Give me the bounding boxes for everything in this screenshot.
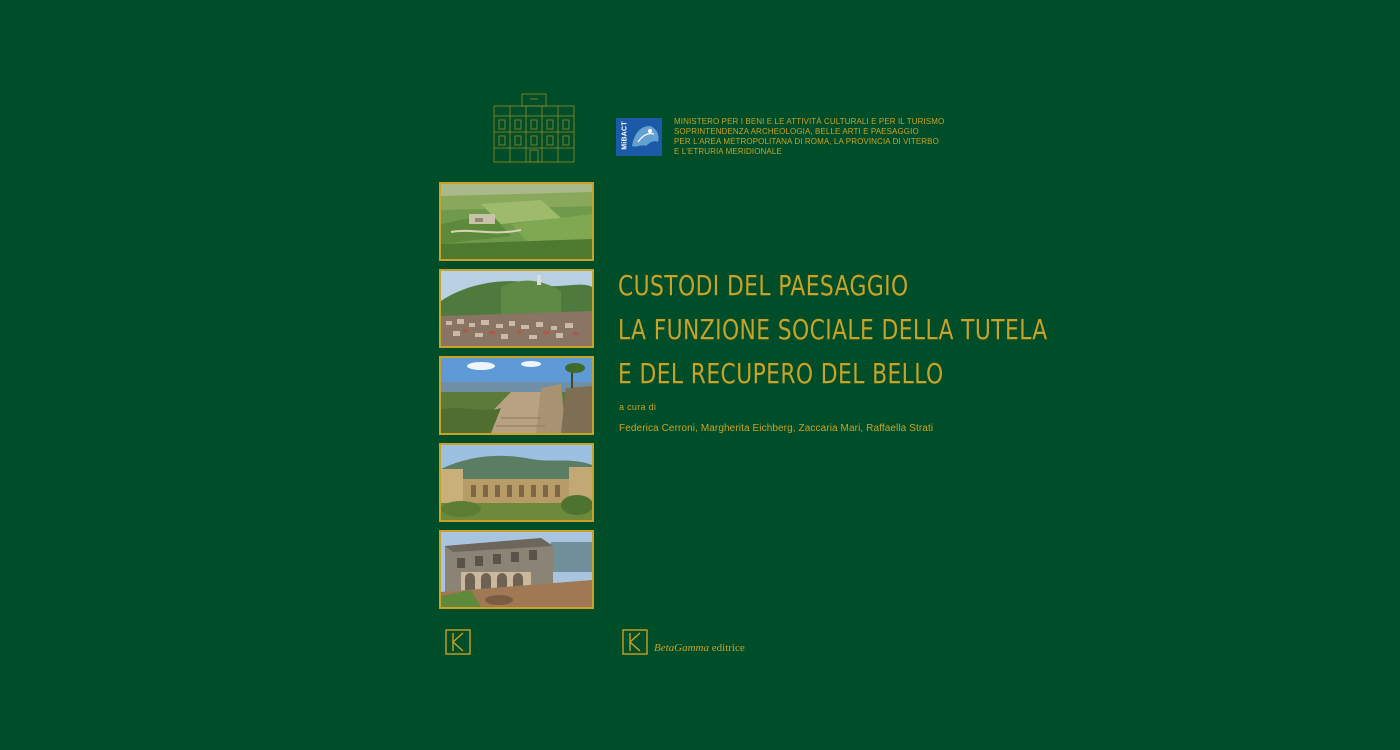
title-line-2: LA FUNZIONE SOCIALE DELLA TUTELA <box>618 313 1048 346</box>
ministry-line: SOPRINTENDENZA ARCHEOLOGIA, BELLE ARTI E PAESAGGIO <box>674 127 919 136</box>
ministry-text-block <box>674 117 974 157</box>
publisher-k-mark-icon <box>622 629 648 655</box>
ministry-line: PER L'AREA METROPOLITANA DI ROMA, LA PROVINCIA DI VITERBO <box>674 137 939 146</box>
publisher-name <box>654 642 745 654</box>
monastery-cloister-photo <box>439 530 594 609</box>
ancient-road-ruins-photo <box>439 356 594 435</box>
building-line-drawing-icon <box>490 92 578 164</box>
hillside-town-photo <box>439 269 594 348</box>
ministry-line: E L'ETRURIA MERIDIONALE <box>674 147 782 156</box>
authors-list: Federica Cerroni, Margherita Eichberg, Zaccaria Mari, Raffaella Strati <box>619 423 934 434</box>
title-line-3: E DEL RECUPERO DEL BELLO <box>618 357 944 390</box>
title-line-1: CUSTODI DEL PAESAGGIO <box>618 269 909 302</box>
aerial-landscape-photo <box>439 182 594 261</box>
book-title <box>618 264 1048 396</box>
ministry-line: MINISTERO PER I BENI E LE ATTIVITÀ CULTURALI E PER IL TURISMO <box>674 117 945 126</box>
mibact-logo-icon <box>616 118 662 156</box>
publisher-brand: BetaGamma <box>654 642 709 654</box>
curated-by-label: a cura di <box>619 402 657 412</box>
publisher-k-mark-icon <box>445 629 471 655</box>
publisher-suffix: editrice <box>711 642 745 654</box>
ancient-wall-ruins-photo <box>439 443 594 522</box>
mibact-badge-text: MiBACT <box>621 121 629 150</box>
